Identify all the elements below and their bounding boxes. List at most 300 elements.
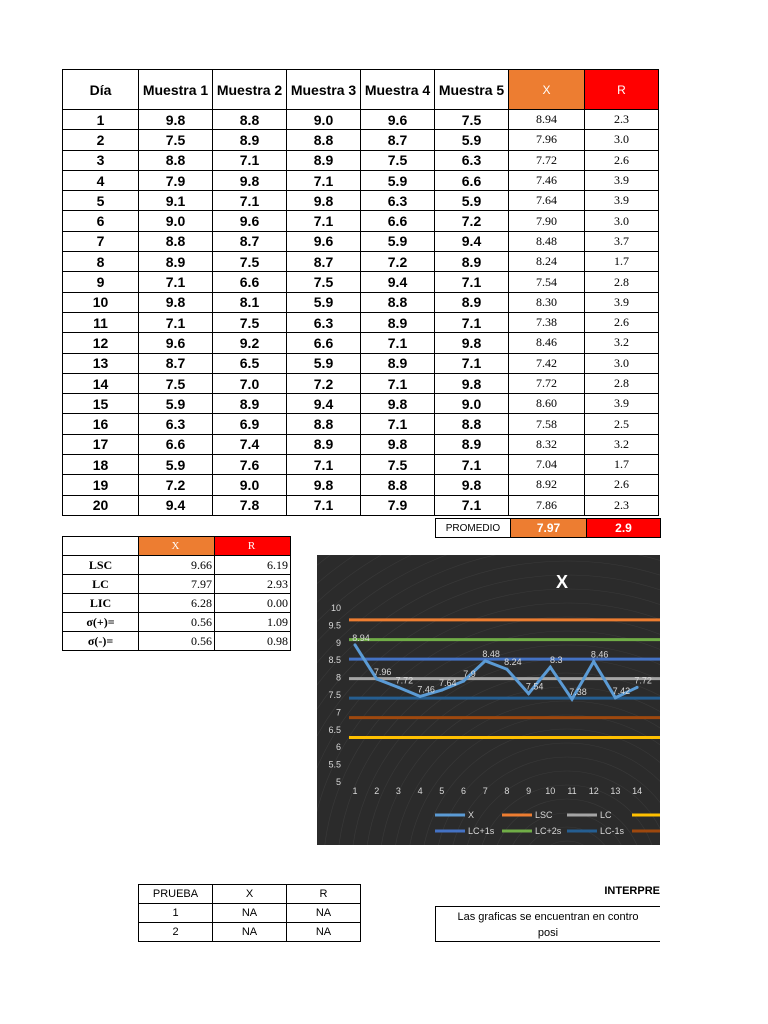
sample-cell: 8.8 [287, 130, 361, 150]
sample-cell: 8.7 [213, 231, 287, 251]
limit-label: σ(+)= [63, 613, 139, 632]
limit-x-value: 0.56 [139, 632, 215, 651]
x-cell: 8.92 [509, 475, 585, 495]
x-data-point [462, 680, 465, 683]
sample-cell: 7.1 [287, 495, 361, 515]
x-tick-label: 1 [352, 786, 358, 796]
table-row [63, 170, 659, 190]
r-cell: 3.2 [585, 333, 659, 353]
interpretation-box [435, 906, 660, 942]
day-cell: 4 [63, 170, 139, 190]
x-tick-label: 14 [632, 786, 643, 796]
r-cell: 2.6 [585, 475, 659, 495]
average-x: 7.97 [511, 519, 587, 538]
r-cell: 1.7 [585, 252, 659, 272]
table-row [63, 475, 659, 495]
sample-cell: 8.9 [361, 312, 435, 332]
table-row [63, 455, 659, 475]
prueba-number: 2 [139, 923, 213, 942]
table-row [63, 495, 659, 515]
sample-cell: 8.8 [435, 414, 509, 434]
r-cell: 2.8 [585, 373, 659, 393]
x-cell: 8.48 [509, 231, 585, 251]
day-cell: 16 [63, 414, 139, 434]
sample-cell: 5.9 [139, 455, 213, 475]
data-label: 7.46 [417, 684, 435, 695]
sample-cell: 7.5 [213, 312, 287, 332]
table-row [63, 211, 659, 231]
average-label: PROMEDIO [436, 519, 511, 538]
legend-label: LC+2s [535, 826, 562, 836]
sample-cell: 8.9 [435, 434, 509, 454]
limits-header-blank [63, 537, 139, 556]
sample-cell: 7.1 [435, 495, 509, 515]
x-cell: 7.72 [509, 150, 585, 170]
interpretation-line-1: Las graficas se encuentran en contro [457, 911, 639, 923]
r-cell: 2.8 [585, 272, 659, 292]
x-data-point [484, 659, 487, 662]
data-label: 7.96 [373, 666, 392, 677]
prueba-x: NA [213, 904, 287, 923]
r-cell: 3.9 [585, 394, 659, 414]
r-cell: 2.3 [585, 110, 659, 130]
table-row [63, 191, 659, 211]
r-cell: 3.0 [585, 353, 659, 373]
limits-header-r: R [215, 537, 291, 556]
x-tick-label: 12 [588, 786, 599, 796]
sample-cell: 7.2 [287, 373, 361, 393]
sample-cell: 6.6 [435, 170, 509, 190]
legend-label: LC+1s [468, 826, 495, 836]
sample-cell: 9.0 [213, 475, 287, 495]
limit-r-value: 6.19 [215, 556, 291, 575]
sample-cell: 8.9 [213, 130, 287, 150]
day-cell: 19 [63, 475, 139, 495]
r-cell: 2.5 [585, 414, 659, 434]
day-cell: 13 [63, 353, 139, 373]
sample-cell: 7.5 [361, 455, 435, 475]
table-row [63, 333, 659, 353]
sample-cell: 7.9 [139, 170, 213, 190]
y-tick-label: 5 [335, 777, 341, 787]
y-tick-label: 7 [335, 707, 341, 718]
data-label: 8.3 [550, 655, 563, 666]
sample-cell: 7.6 [213, 455, 287, 475]
day-cell: 11 [63, 312, 139, 332]
sample-cell: 7.1 [139, 272, 213, 292]
header-muestra-5: Muestra 5 [435, 70, 509, 110]
x-data-point [354, 643, 357, 646]
sample-cell: 7.8 [213, 495, 287, 515]
table-row [63, 373, 659, 393]
sample-cell: 9.4 [435, 231, 509, 251]
table-row [63, 394, 659, 414]
x-data-point [614, 696, 617, 699]
sample-cell: 9.4 [139, 495, 213, 515]
sample-cell: 5.9 [287, 292, 361, 312]
y-tick-label: 6 [335, 742, 341, 753]
prueba-x: NA [213, 923, 287, 942]
x-data-point [375, 677, 378, 680]
sample-cell: 8.9 [213, 394, 287, 414]
table-row [139, 904, 361, 923]
data-label: 7.42 [612, 685, 631, 696]
limit-x-value: 6.28 [139, 594, 215, 613]
table-row [63, 272, 659, 292]
sample-cell: 9.8 [435, 373, 509, 393]
sample-cell: 9.8 [139, 292, 213, 312]
r-cell: 2.3 [585, 495, 659, 515]
sample-cell: 7.1 [361, 333, 435, 353]
x-cell: 7.42 [509, 353, 585, 373]
sample-cell: 8.1 [213, 292, 287, 312]
sample-cell: 7.5 [213, 252, 287, 272]
sample-cell: 8.9 [287, 434, 361, 454]
sample-cell: 9.8 [287, 191, 361, 211]
sample-cell: 8.8 [361, 475, 435, 495]
sample-cell: 7.2 [139, 475, 213, 495]
data-label: 7.9 [463, 669, 476, 680]
sample-cell: 6.6 [139, 434, 213, 454]
y-tick-label: 9.5 [328, 620, 341, 631]
average-row [435, 518, 661, 538]
x-tick-label: 7 [482, 786, 488, 796]
day-cell: 12 [63, 333, 139, 353]
sample-cell: 7.1 [139, 312, 213, 332]
sample-cell: 6.3 [287, 312, 361, 332]
x-cell: 7.38 [509, 312, 585, 332]
chart-svg [317, 555, 660, 845]
sample-cell: 9.8 [361, 394, 435, 414]
x-cell: 8.32 [509, 434, 585, 454]
sample-cell: 8.9 [435, 252, 509, 272]
table-row [139, 923, 361, 942]
sample-cell: 7.1 [435, 272, 509, 292]
header-x: X [509, 70, 585, 110]
sample-cell: 7.1 [435, 353, 509, 373]
sample-cell: 9.0 [435, 394, 509, 414]
data-label: 8.48 [482, 648, 500, 659]
y-tick-label: 8 [335, 672, 341, 683]
sample-cell: 7.5 [139, 373, 213, 393]
sample-cell: 7.1 [435, 312, 509, 332]
data-label: 7.64 [439, 678, 457, 689]
sample-cell: 7.5 [435, 110, 509, 130]
data-label: 7.38 [569, 687, 587, 698]
x-cell: 8.60 [509, 394, 585, 414]
sample-cell: 7.2 [435, 211, 509, 231]
header-muestra-2: Muestra 2 [213, 70, 287, 110]
x-cell: 7.86 [509, 495, 585, 515]
x-tick-label: 2 [374, 786, 380, 796]
sample-cell: 7.2 [361, 252, 435, 272]
table-row [63, 632, 291, 651]
r-cell: 3.7 [585, 231, 659, 251]
x-tick-label: 13 [610, 786, 621, 796]
day-cell: 1 [63, 110, 139, 130]
sample-cell: 7.1 [213, 191, 287, 211]
x-data-point [397, 686, 400, 689]
table-row [63, 575, 291, 594]
x-cell: 7.54 [509, 272, 585, 292]
sample-cell: 6.3 [361, 191, 435, 211]
x-cell: 8.24 [509, 252, 585, 272]
x-data-point [636, 686, 639, 689]
legend-label: LC-1s [600, 826, 625, 836]
sample-cell: 8.8 [361, 292, 435, 312]
day-cell: 9 [63, 272, 139, 292]
sample-cell: 9.8 [435, 333, 509, 353]
sample-cell: 8.8 [287, 414, 361, 434]
limit-r-value: 1.09 [215, 613, 291, 632]
sample-cell: 8.8 [139, 150, 213, 170]
sample-cell: 9.8 [361, 434, 435, 454]
day-cell: 15 [63, 394, 139, 414]
limit-r-value: 0.98 [215, 632, 291, 651]
x-cell: 8.30 [509, 292, 585, 312]
samples-header-row [63, 70, 659, 110]
prueba-header-x: X [213, 885, 287, 904]
day-cell: 7 [63, 231, 139, 251]
x-tick-label: 10 [545, 786, 556, 796]
day-cell: 3 [63, 150, 139, 170]
prueba-header-prueba: PRUEBA [139, 885, 213, 904]
sample-cell: 9.2 [213, 333, 287, 353]
x-tick-label: 6 [460, 786, 467, 796]
sample-cell: 9.1 [139, 191, 213, 211]
sample-cell: 9.8 [287, 475, 361, 495]
chart-title: X [555, 572, 569, 592]
sample-cell: 7.5 [361, 150, 435, 170]
sample-cell: 7.0 [213, 373, 287, 393]
r-cell: 3.9 [585, 191, 659, 211]
x-cell: 8.94 [509, 110, 585, 130]
sample-cell: 6.6 [287, 333, 361, 353]
sample-cell: 8.9 [361, 353, 435, 373]
sample-cell: 7.5 [139, 130, 213, 150]
sample-cell: 8.8 [139, 231, 213, 251]
sample-cell: 8.7 [139, 353, 213, 373]
sample-cell: 6.9 [213, 414, 287, 434]
sample-cell: 9.4 [361, 272, 435, 292]
sample-cell: 8.8 [213, 110, 287, 130]
r-cell: 2.6 [585, 150, 659, 170]
r-cell: 3.0 [585, 211, 659, 231]
x-tick-label: 11 [567, 786, 577, 796]
table-row [63, 556, 291, 575]
x-tick-label: 4 [417, 786, 423, 796]
r-cell: 2.6 [585, 312, 659, 332]
sample-cell: 9.6 [361, 110, 435, 130]
sample-cell: 7.1 [287, 170, 361, 190]
day-cell: 10 [63, 292, 139, 312]
x-data-point [419, 695, 422, 698]
x-tick-label: 9 [526, 786, 532, 796]
limit-r-value: 0.00 [215, 594, 291, 613]
table-row [63, 434, 659, 454]
table-row [63, 594, 291, 613]
x-tick-label: 5 [439, 786, 445, 796]
day-cell: 17 [63, 434, 139, 454]
header-muestra-4: Muestra 4 [361, 70, 435, 110]
sample-cell: 5.9 [361, 170, 435, 190]
x-tick-label: 8 [504, 786, 510, 796]
data-label: 8.94 [352, 632, 370, 643]
table-row [63, 231, 659, 251]
x-cell: 7.04 [509, 455, 585, 475]
y-tick-label: 10 [330, 603, 341, 613]
interpretation-title: INTERPRE [604, 885, 660, 897]
sample-cell: 5.9 [287, 353, 361, 373]
table-row [63, 150, 659, 170]
day-cell: 5 [63, 191, 139, 211]
limits-header-x: X [139, 537, 215, 556]
sample-cell: 5.9 [139, 394, 213, 414]
sample-cell: 6.5 [213, 353, 287, 373]
x-cell: 7.72 [509, 373, 585, 393]
sample-cell: 7.4 [213, 434, 287, 454]
header-dia: Día [63, 70, 139, 110]
table-row [63, 414, 659, 434]
sample-cell: 9.6 [213, 211, 287, 231]
sample-cell: 5.9 [435, 130, 509, 150]
limits-table [62, 536, 291, 651]
prueba-header-row [139, 885, 361, 904]
legend-label: LC [600, 810, 612, 820]
r-cell: 1.7 [585, 455, 659, 475]
x-cell: 8.46 [509, 333, 585, 353]
r-cell: 3.0 [585, 130, 659, 150]
table-row [63, 613, 291, 632]
r-cell: 3.9 [585, 292, 659, 312]
day-cell: 2 [63, 130, 139, 150]
limits-header-row [63, 537, 291, 556]
samples-table [62, 69, 659, 516]
limit-r-value: 2.93 [215, 575, 291, 594]
sample-cell: 8.9 [287, 150, 361, 170]
table-row [63, 312, 659, 332]
header-muestra-3: Muestra 3 [287, 70, 361, 110]
x-data-point [505, 668, 508, 671]
sample-cell: 8.9 [139, 252, 213, 272]
x-data-point [440, 689, 443, 692]
prueba-body [139, 904, 361, 942]
x-data-point [571, 698, 574, 701]
sample-cell: 9.6 [287, 231, 361, 251]
sample-cell: 7.1 [361, 373, 435, 393]
y-tick-label: 6.5 [328, 724, 341, 735]
limit-label: σ(-)= [63, 632, 139, 651]
day-cell: 20 [63, 495, 139, 515]
table-row [63, 130, 659, 150]
sample-cell: 5.9 [435, 191, 509, 211]
x-cell: 7.58 [509, 414, 585, 434]
limit-x-value: 9.66 [139, 556, 215, 575]
prueba-header-r: R [287, 885, 361, 904]
sample-cell: 9.0 [287, 110, 361, 130]
sample-cell: 7.1 [287, 211, 361, 231]
day-cell: 8 [63, 252, 139, 272]
x-cell: 7.90 [509, 211, 585, 231]
limits-body [63, 556, 291, 651]
sample-cell: 6.6 [361, 211, 435, 231]
table-row [63, 110, 659, 130]
prueba-number: 1 [139, 904, 213, 923]
data-label: 7.72 [395, 675, 414, 686]
samples-body [63, 110, 659, 516]
sample-cell: 9.8 [139, 110, 213, 130]
prueba-table [138, 884, 361, 942]
sample-cell: 8.7 [361, 130, 435, 150]
sample-cell: 9.6 [139, 333, 213, 353]
sample-cell: 6.6 [213, 272, 287, 292]
sample-cell: 7.1 [287, 455, 361, 475]
y-tick-label: 5.5 [328, 759, 341, 770]
sample-cell: 9.8 [435, 475, 509, 495]
sample-cell: 6.3 [139, 414, 213, 434]
table-row [63, 292, 659, 312]
data-label: 8.24 [504, 657, 522, 668]
y-tick-label: 8.5 [328, 655, 341, 666]
data-label: 7.72 [634, 675, 652, 686]
legend-label: LSC [535, 810, 553, 820]
sample-cell: 7.5 [287, 272, 361, 292]
x-data-point [527, 692, 530, 695]
sample-cell: 7.9 [361, 495, 435, 515]
day-cell: 14 [63, 373, 139, 393]
header-muestra-1: Muestra 1 [139, 70, 213, 110]
sample-cell: 5.9 [361, 231, 435, 251]
x-tick-label: 3 [395, 786, 401, 796]
data-label: 7.54 [525, 681, 544, 692]
sample-cell: 7.1 [213, 150, 287, 170]
sample-cell: 9.8 [213, 170, 287, 190]
limit-x-value: 0.56 [139, 613, 215, 632]
sample-cell: 8.9 [435, 292, 509, 312]
y-tick-label: 9 [335, 637, 341, 648]
table-row [63, 252, 659, 272]
sample-cell: 7.1 [435, 455, 509, 475]
limit-label: LSC [63, 556, 139, 575]
average-r: 2.9 [587, 519, 661, 538]
sample-cell: 7.1 [361, 414, 435, 434]
table-row [63, 353, 659, 373]
x-control-chart [317, 555, 660, 845]
limit-label: LC [63, 575, 139, 594]
sample-cell: 8.7 [287, 252, 361, 272]
r-cell: 3.2 [585, 434, 659, 454]
x-data-point [549, 666, 552, 669]
interpretation-line-2: posi [537, 927, 559, 939]
sample-cell: 9.4 [287, 394, 361, 414]
day-cell: 6 [63, 211, 139, 231]
sample-cell: 9.0 [139, 211, 213, 231]
data-label: 8.46 [590, 649, 609, 660]
prueba-r: NA [287, 923, 361, 942]
day-cell: 18 [63, 455, 139, 475]
legend-label: X [468, 810, 475, 820]
header-r: R [585, 70, 659, 110]
prueba-r: NA [287, 904, 361, 923]
y-tick-label: 7.5 [328, 690, 341, 700]
x-cell: 7.46 [509, 170, 585, 190]
r-cell: 3.9 [585, 170, 659, 190]
chart-background [317, 555, 660, 845]
sample-cell: 6.3 [435, 150, 509, 170]
limit-label: LIC [63, 594, 139, 613]
x-data-point [592, 660, 595, 663]
x-cell: 7.64 [509, 191, 585, 211]
